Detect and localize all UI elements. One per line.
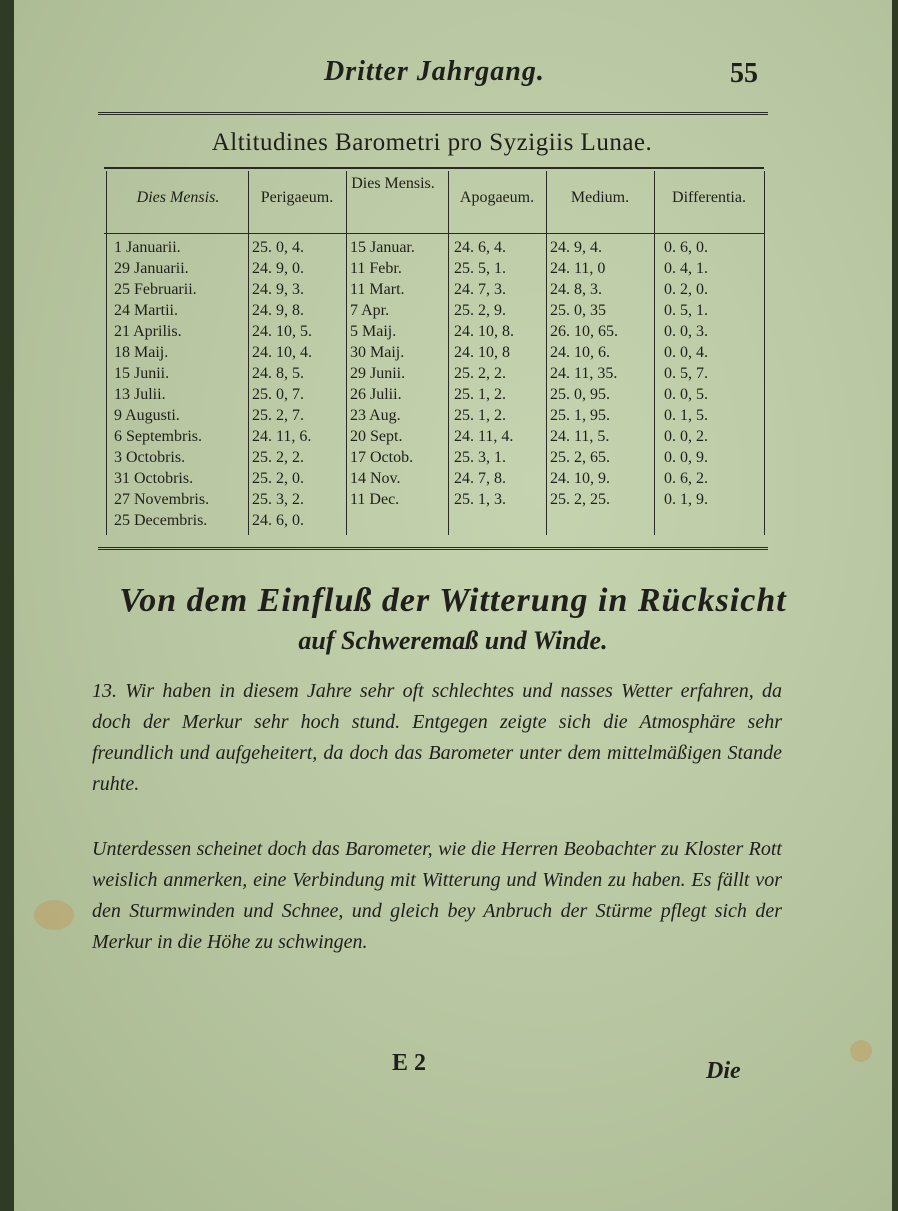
column-header: Medium. (570, 189, 630, 206)
table-cell: 6 Septembris. (114, 428, 202, 445)
table-cell: 24. 10, 8 (454, 344, 510, 361)
table-cell: 25. 0, 7. (252, 386, 304, 403)
table-row (98, 428, 768, 449)
table-cell: 30 Maij. (350, 344, 405, 361)
table-cell: 25. 1, 2. (454, 386, 506, 403)
table-cell: 24. 10, 8. (454, 323, 514, 340)
table-cell: 0. 5, 1. (664, 302, 708, 319)
table-cell: 24. 11, 5. (550, 428, 610, 445)
table-cell: 0. 6, 2. (664, 470, 708, 487)
table-cell: 26. 10, 65. (550, 323, 618, 340)
table-cell: 25. 2, 9. (454, 302, 506, 319)
table-row (98, 281, 768, 302)
table-row (98, 449, 768, 470)
table-row (98, 512, 768, 533)
table-cell: 5 Maij. (350, 323, 397, 340)
table-cell: 25. 3, 2. (252, 491, 304, 508)
table-cell: 0. 0, 2. (664, 428, 708, 445)
table-cell: 24. 9, 8. (252, 302, 304, 319)
paper-stain (850, 1040, 872, 1062)
table-cell: 25. 1, 95. (550, 407, 610, 424)
column-header: Apogaeum. (459, 189, 535, 206)
table-cell: 25. 5, 1. (454, 260, 506, 277)
table-cell: 29 Junii. (350, 365, 406, 382)
table-cell: 24. 11, 4. (454, 428, 514, 445)
table-cell: 24. 6, 0. (252, 512, 304, 529)
table-cell: 24. 7, 3. (454, 281, 506, 298)
table-cell: 24. 10, 6. (550, 344, 610, 361)
table-cell: 24. 11, 0 (550, 260, 606, 277)
signature-mark: E 2 (392, 1050, 427, 1076)
table-cell: 24. 9, 3. (252, 281, 304, 298)
title-rule (104, 167, 764, 169)
table-cell: 24 Martii. (114, 302, 178, 319)
table-cell: 31 Octobris. (114, 470, 194, 487)
table-cell: 11 Febr. (350, 260, 402, 277)
paragraph: Unterdessen scheinet doch das Barometer, wie die Herren Beobachter zu Kloster Rott weislich anmerken, eine Verbindung mit Witterung und Winden zu haben. Es fällt vor den Sturmwinden und Schnee, und gleich bey Anbruch der Stürme pflegt sich der Merkur in die Höhe zu schwingen. (92, 838, 782, 953)
table-cell: 25. 0, 35 (550, 302, 606, 319)
catchword: Die (706, 1058, 741, 1084)
table-cell: 24. 10, 4. (252, 344, 312, 361)
running-head: Dritter Jahrgang. (324, 56, 545, 87)
barometer-table (98, 112, 768, 550)
table-cell: 17 Octob. (350, 449, 414, 466)
table-cell: 7 Apr. (350, 302, 390, 319)
table-cell: 25. 2, 2. (454, 365, 506, 382)
table-cell: 24. 9, 4. (550, 239, 602, 256)
table-cell: 0. 0, 3. (664, 323, 708, 340)
table-cell: 14 Nov. (350, 470, 401, 487)
section-heading: Von dem Einfluß der Witterung in Rücksicht (119, 582, 787, 619)
table-cell: 25. 2, 2. (252, 449, 304, 466)
table-cell: 3 Octobris. (114, 449, 186, 466)
paper-stain (34, 900, 74, 930)
table-cell: 25. 1, 2. (454, 407, 506, 424)
table-row (98, 386, 768, 407)
table-cell: 24. 8, 5. (252, 365, 304, 382)
table-cell: 13 Julii. (114, 386, 166, 403)
column-header: Differentia. (672, 189, 746, 206)
table-cell: 24. 6, 4. (454, 239, 506, 256)
table-row (98, 470, 768, 491)
column-header: Dies Mensis. (351, 175, 435, 192)
table-cell: 18 Maij. (114, 344, 169, 361)
table-cell: 0. 6, 0. (664, 239, 708, 256)
table-cell: 25. 2, 25. (550, 491, 610, 508)
table-cell: 25. 3, 1. (454, 449, 506, 466)
table-cell: 24. 7, 8. (454, 470, 506, 487)
table-cell: 27 Novembris. (114, 491, 210, 508)
table-cell: 25. 1, 3. (454, 491, 506, 508)
table-cell: 29 Januarii. (114, 260, 189, 277)
header-rule (104, 233, 764, 234)
section-subheading: auf Schweremaß und Winde. (298, 626, 608, 655)
table-title: Altitudines Barometri pro Syzigiis Lunae. (211, 129, 653, 156)
table-cell: 25. 0, 95. (550, 386, 610, 403)
page-number: 55 (730, 58, 758, 89)
table-cell: 9 Augusti. (114, 407, 180, 424)
column-header: Perigaeum. (260, 189, 334, 206)
table-row (98, 323, 768, 344)
table-cell: 20 Sept. (350, 428, 403, 445)
table-row (98, 365, 768, 386)
table-cell: 0. 0, 4. (664, 344, 708, 361)
table-cell: 1 Januarii. (114, 239, 181, 256)
table-cell: 25. 0, 4. (252, 239, 304, 256)
table-cell: 24. 10, 9. (550, 470, 610, 487)
table-cell: 25. 2, 7. (252, 407, 304, 424)
table-cell: 0. 5, 7. (664, 365, 708, 382)
table-cell: 0. 2, 0. (664, 281, 708, 298)
column-header: Dies Mensis. (136, 189, 220, 206)
table-cell: 24. 11, 35. (550, 365, 618, 382)
table-row (98, 491, 768, 512)
table-cell: 24. 8, 3. (550, 281, 602, 298)
table-cell: 25 Decembris. (114, 512, 208, 529)
table-cell: 21 Aprilis. (114, 323, 182, 340)
table-row (98, 407, 768, 428)
table-cell: 0. 0, 5. (664, 386, 708, 403)
table-cell: 25. 2, 65. (550, 449, 610, 466)
table-row (98, 260, 768, 281)
paragraph: 13. Wir haben in diesem Jahre sehr oft schlechtes und nasses Wetter erfahren, da doch der Merkur sehr hoch stund. Entgegen zeigte sich die Atmosphäre sehr freundlich und aufgeheitert, da doch das Barometer unter dem mittelmäßigen Stande ruhte. (92, 680, 782, 795)
table-row (98, 239, 768, 260)
table-cell: 23 Aug. (350, 407, 401, 424)
table-cell: 24. 11, 6. (252, 428, 312, 445)
table-cell: 15 Januar. (350, 239, 415, 256)
book-page (14, 0, 892, 1211)
table-cell: 24. 10, 5. (252, 323, 312, 340)
table-row (98, 344, 768, 365)
table-cell: 26 Julii. (350, 386, 402, 403)
table-cell: 0. 1, 5. (664, 407, 708, 424)
table-cell: 11 Dec. (350, 491, 400, 508)
table-cell: 0. 0, 9. (664, 449, 708, 466)
table-cell: 0. 4, 1. (664, 260, 708, 277)
table-cell: 25. 2, 0. (252, 470, 304, 487)
table-cell: 0. 1, 9. (664, 491, 708, 508)
table-row (98, 302, 768, 323)
table-cell: 11 Mart. (350, 281, 405, 298)
table-cell: 15 Junii. (114, 365, 170, 382)
table-cell: 25 Februarii. (114, 281, 197, 298)
table-cell: 24. 9, 0. (252, 260, 304, 277)
page-header (14, 48, 892, 98)
